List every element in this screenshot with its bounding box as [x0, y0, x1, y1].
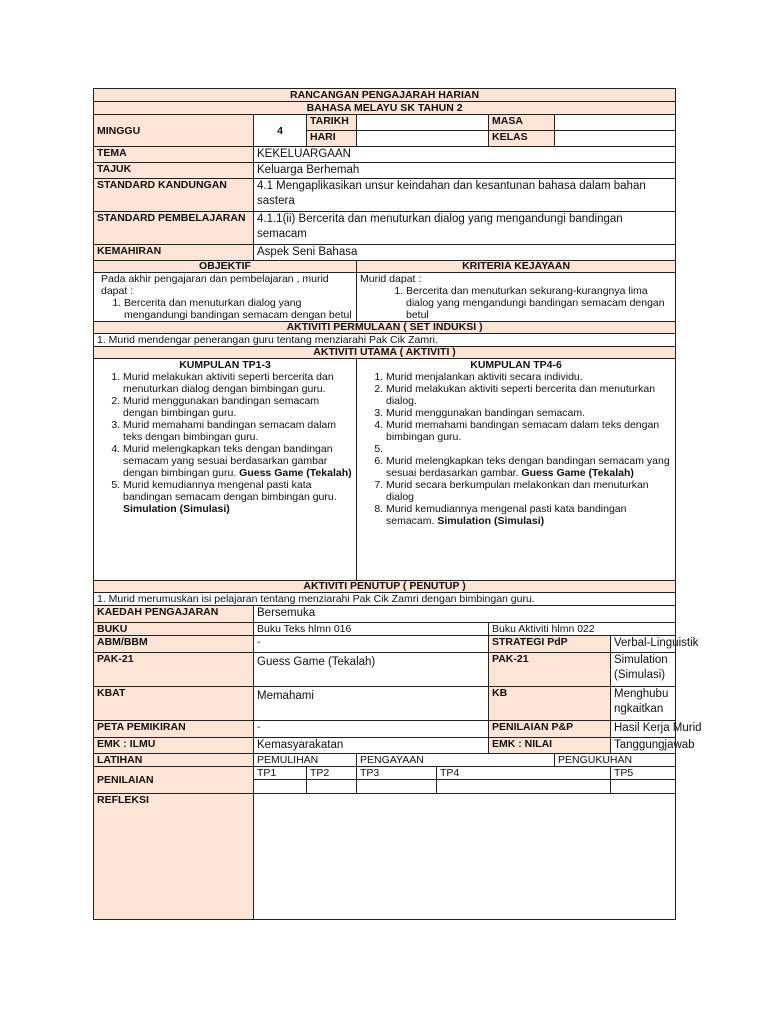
kaedah-label: KAEDAH PENGAJARAN — [94, 606, 254, 623]
tp1-3-item-text: Murid melengkapkan teks dengan bandingan semacam yang sesuai berdasarkan gambar dengan bimbingan guru. — [123, 443, 333, 479]
objektif-item-text: Bercerita dan menuturkan dialog yang mengandungi bandingan semacam dengan betul — [124, 297, 352, 321]
kumpulan-tp1-3-title: KUMPULAN TP1-3 — [179, 359, 271, 371]
tarikh-field[interactable] — [357, 115, 489, 131]
tp1-3-item — [123, 479, 353, 515]
tp2-field[interactable] — [307, 780, 357, 794]
penilaian-label: PENILAIAN — [94, 767, 254, 794]
tp1-field[interactable] — [254, 780, 307, 794]
page-title: RANCANGAN PENGAJARAH HARIAN — [94, 89, 676, 102]
refleksi-field[interactable] — [254, 794, 676, 920]
tp4-6-item-activity: Guess Game (Tekalah) — [521, 467, 634, 479]
penutup-text: 1. Murid merumuskan isi pelajaran tentang menziarahi Pak Cik Zamri dengan bimbingan guru. — [94, 593, 676, 606]
tp2-label: TP2 — [307, 767, 357, 780]
abm-label: ABM/BBM — [94, 636, 254, 653]
tema-label: TEMA — [94, 147, 254, 163]
strategi-value: Verbal-Linguistik — [611, 636, 676, 653]
refleksi-label: REFLEKSI — [94, 794, 254, 920]
tarikh-label: TARIKH — [307, 115, 357, 131]
kumpulan-tp4-6-list — [360, 371, 672, 527]
standard-pembelajaran-label: STANDARD PEMBELAJARAN — [94, 212, 254, 245]
tp4-6-item — [386, 383, 672, 407]
lesson-plan-table — [93, 88, 702, 920]
tp1-3-item — [123, 443, 353, 479]
pak21b-value: Simulation (Simulasi) — [611, 653, 676, 687]
kriteria-list — [360, 285, 672, 321]
utama-header: AKTIVITI UTAMA ( AKTIVITI ) — [94, 347, 676, 359]
objektif-item — [124, 297, 353, 321]
tp4-6-item-text: Murid menggunakan bandingan semacam. — [386, 407, 586, 419]
kaedah-value: Bersemuka — [254, 606, 676, 623]
kbat-value: Memahami — [254, 687, 489, 721]
abm-value: - — [254, 636, 489, 653]
tajuk-label: TAJUK — [94, 163, 254, 179]
permulaan-text: 1. Murid mendengar penerangan guru tentang menziarahi Pak Cik Zamri. — [94, 334, 676, 347]
hari-field[interactable] — [357, 131, 489, 147]
tp4-6-item-activity: Simulation (Simulasi) — [437, 515, 545, 527]
kriteria-cell — [357, 273, 676, 322]
pak21b-label: PAK-21 — [489, 653, 611, 687]
tp4-6-item — [386, 371, 672, 383]
tp4-6-item — [386, 407, 672, 419]
tp3-label: TP3 — [357, 767, 437, 780]
standard-kandungan-value: 4.1 Mengaplikasikan unsur keindahan dan kesantunan bahasa dalam bahan sastera — [254, 179, 676, 212]
tp4-6-item — [386, 479, 672, 503]
tp4-6-item-text: Murid memahami bandingan semacam dalam teks dengan bimbingan guru. — [386, 419, 660, 443]
tp1-3-item-activity: Guess Game (Tekalah) — [239, 467, 352, 479]
objektif-header: OBJEKTIF — [94, 261, 357, 273]
standard-pembelajaran-value: 4.1.1(ii) Bercerita dan menuturkan dialog yang mengandungi bandingan semacam — [254, 212, 676, 245]
buku-aktiviti: Buku Aktiviti hlmn 022 — [489, 623, 676, 636]
standard-kandungan-label: STANDARD KANDUNGAN — [94, 179, 254, 212]
tema-value: KEKELUARGAAN — [254, 147, 676, 163]
objektif-list — [97, 297, 353, 321]
kumpulan-tp4-6-title: KUMPULAN TP4-6 — [470, 359, 562, 371]
kriteria-intro: Murid dapat : — [360, 273, 422, 285]
tp1-3-item — [123, 371, 353, 395]
pak21-value: Guess Game (Tekalah) — [254, 653, 489, 687]
tp5-label: TP5 — [611, 767, 676, 780]
objektif-intro: Pada akhir pengajaran dan pembelajaran , murid dapat : — [101, 273, 329, 297]
penutup-header: AKTIVITI PENUTUP ( PENUTUP ) — [94, 581, 676, 593]
tp1-label: TP1 — [254, 767, 307, 780]
tp1-3-item — [123, 419, 353, 443]
buku-teks: Buku Teks hlmn 016 — [254, 623, 489, 636]
kelas-field[interactable] — [555, 131, 676, 147]
tp1-3-item-text: Murid menggunakan bandingan semacam dengan bimbingan guru. — [123, 395, 320, 419]
minggu-value: 4 — [254, 115, 307, 147]
latihan-pemulihan: PEMULIHAN — [254, 754, 357, 767]
emk-ilmu-value: Kemasyarakatan — [254, 738, 489, 754]
emk-ilmu-label: EMK : ILMU — [94, 738, 254, 754]
kriteria-item — [406, 285, 672, 321]
hari-label: HARI — [307, 131, 357, 147]
kelas-label: KELAS — [489, 131, 555, 147]
kumpulan-tp1-3-cell — [94, 359, 357, 581]
tp4-6-item — [386, 419, 672, 443]
masa-field[interactable] — [555, 115, 676, 131]
kemahiran-value: Aspek Seni Bahasa — [254, 245, 676, 261]
kriteria-item-text: Bercerita dan menuturkan sekurang-kurangnya lima dialog yang mengandungi bandingan semacam dengan betul — [406, 285, 665, 321]
lesson-plan-sheet — [93, 88, 702, 920]
pak21-label: PAK-21 — [94, 653, 254, 687]
tp3-field[interactable] — [357, 780, 437, 794]
kumpulan-tp1-3-list — [97, 371, 353, 515]
tp4-label: TP4 — [437, 767, 611, 780]
tp5-field[interactable] — [611, 780, 676, 794]
kbat-label: KBAT — [94, 687, 254, 721]
tp1-3-item-text: Murid memahami bandingan semacam dalam teks dengan bimbingan guru. — [123, 419, 337, 443]
permulaan-header: AKTIVITI PERMULAAN ( SET INDUKSI ) — [94, 322, 676, 334]
objektif-cell — [94, 273, 357, 322]
kriteria-header: KRITERIA KEJAYAAN — [357, 261, 676, 273]
tp1-3-item — [123, 395, 353, 419]
tp4-6-item-text: Murid melakukan aktiviti seperti bercerita dan menuturkan dialog. — [386, 383, 656, 407]
minggu-label: MINGGU — [94, 115, 254, 147]
latihan-pengukuhan: PENGUKUHAN — [555, 754, 676, 767]
tajuk-value: Keluarga Berhemah — [254, 163, 676, 179]
penilaian-pp-label: PENILAIAN P&P — [489, 721, 611, 738]
kb-label: KB — [489, 687, 611, 721]
masa-label: MASA — [489, 115, 555, 131]
kemahiran-label: KEMAHIRAN — [94, 245, 254, 261]
tp4-6-item-text: Murid kemudiannya mengenal pasti kata bandingan semacam. — [386, 503, 627, 527]
emk-nilai-value: Tanggungjawab — [611, 738, 676, 754]
penilaian-pp-value: Hasil Kerja Murid — [611, 721, 676, 738]
page-subtitle: BAHASA MELAYU SK TAHUN 2 — [94, 102, 676, 115]
tp4-6-item-text: Murid menjalankan aktiviti secara individu. — [386, 371, 583, 383]
buku-label: BUKU — [94, 623, 254, 636]
tp4-6-item — [386, 443, 672, 455]
kb-value: Menghubungkaitkan — [611, 687, 676, 721]
emk-nilai-label: EMK : NILAI — [489, 738, 611, 754]
tp1-3-item-text: Murid kemudiannya mengenal pasti kata bandingan semacam dengan bimbingan guru. — [123, 479, 337, 503]
peta-pemikiran-label: PETA PEMIKIRAN — [94, 721, 254, 738]
tp4-6-item-text: Murid melengkapkan teks dengan bandingan semacam yang sesuai berdasarkan gambar. — [386, 455, 670, 479]
tp4-field[interactable] — [437, 780, 611, 794]
tp4-6-item — [386, 455, 672, 479]
tp1-3-item-activity: Simulation (Simulasi) — [123, 503, 230, 515]
strategi-label: STRATEGI PdP — [489, 636, 611, 653]
tp4-6-item — [386, 503, 672, 527]
tp4-6-item-text: Murid secara berkumpulan melakonkan dan menuturkan dialog — [386, 479, 649, 503]
tp1-3-item-text: Murid melakukan aktiviti seperti bercerita dan menuturkan dialog dengan bimbingan guru. — [123, 371, 334, 395]
peta-pemikiran-value: - — [254, 721, 489, 738]
latihan-label: LATIHAN — [94, 754, 254, 767]
kumpulan-tp4-6-cell — [357, 359, 676, 581]
latihan-pengayaan: PENGAYAAN — [357, 754, 555, 767]
